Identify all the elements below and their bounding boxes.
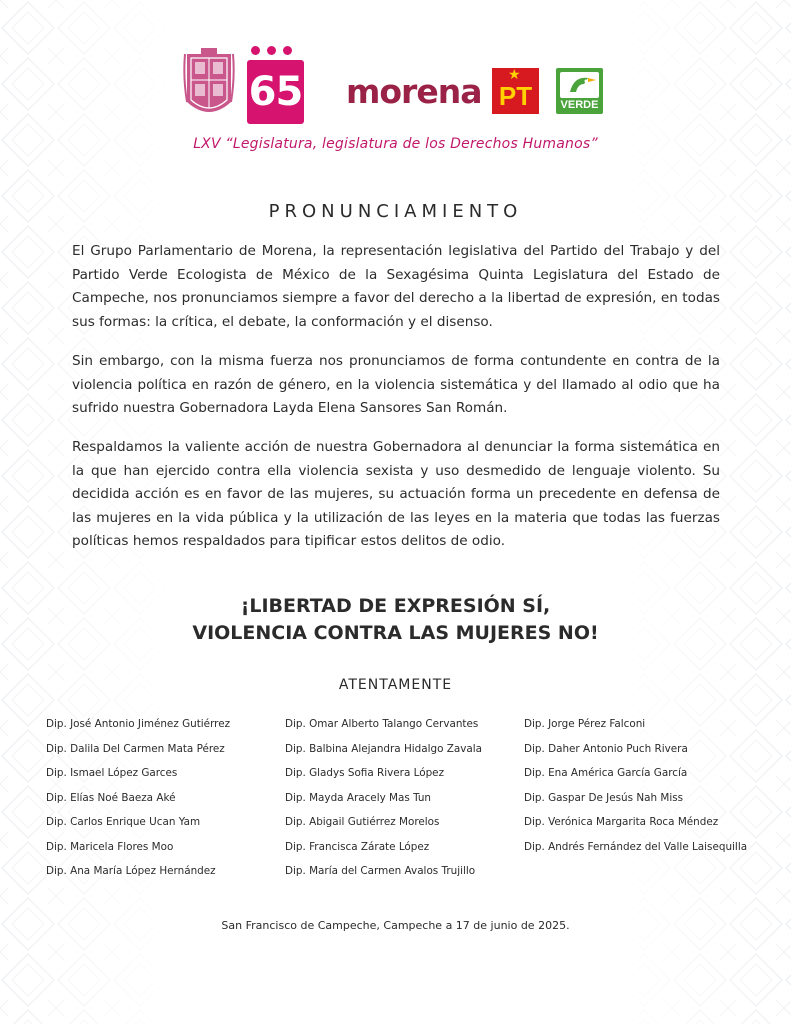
paragraph-2: Sin embargo, con la misma fuerza nos pronunciamos de forma contundente en contra de la violencia política en razón de género, en la violencia sistemática y del llamado al odio que ha sufrido nuestra Gobernadora Layda Elena Sansores San Román. [72, 353, 720, 416]
signatory: Dip. Maricela Flores Moo [46, 840, 174, 853]
page-title: PRONUNCIAMIENTO [268, 201, 523, 222]
signatory: Dip. Balbina Alejandra Hidalgo Zavala [285, 742, 483, 755]
toucan-icon [560, 72, 599, 98]
morena-logo: morena [346, 72, 482, 111]
signatory: Dip. Ismael López Garces [46, 767, 178, 779]
signatory: Dip. Dalila Del Carmen Mata Pérez [46, 742, 225, 755]
signatory: Dip. Gaspar De Jesús Nah Miss [524, 791, 684, 804]
signatories-column-1 [46, 712, 230, 884]
place-and-date: San Francisco de Campeche, Campeche a 17 de junio de 2025. [221, 919, 570, 932]
signatories-column-3 [524, 712, 747, 859]
signatory: Dip. Jorge Pérez Falconi [524, 718, 646, 730]
paragraph-3: Respaldamos la valiente acción de nuestra Gobernadora al denunciar la forma sistemática en la que han ejercido contra ella violencia sexista y uso desmedido de lenguaje violento. Su decidida acción es en favor de las mujeres, su actuación forma un precedente en defensa de las mujeres en la vida pública y la utilización de las leyes en la materia que todas las fuerzas políticas hemos respaldados para tipificar estos delitos de odio. [72, 439, 720, 549]
signatory: Dip. Abigail Gutiérrez Morelos [285, 816, 440, 828]
badge-dots [251, 46, 303, 56]
signatory: Dip. Ena América García García [524, 767, 688, 779]
signatory: Dip. Carlos Enrique Ucan Yam [46, 816, 201, 828]
closing-atentamente: ATENTAMENTE [338, 677, 453, 693]
slogan-line-2: VIOLENCIA CONTRA LAS MUJERES NO! [192, 622, 599, 644]
paragraph-1: El Grupo Parlamentario de Morena, la representación legislativa del Partido del Trabajo y del Partido Verde Ecologista de México de la Sexagésima Quinta Legislatura del Estado de Campeche, nos pronunciamos siempre a favor del derecho a la libertad de expresión, en todas sus formas: la crítica, el debate, la conformación y el disenso. [72, 243, 720, 330]
slogan-line-1: ¡LIBERTAD DE EXPRESIÓN SÍ, [240, 595, 551, 617]
signatory: Dip. Gladys Sofia Rivera López [285, 767, 445, 779]
verde-logo: VERDE [556, 68, 603, 114]
signatory: Dip. José Antonio Jiménez Gutiérrez [46, 718, 231, 730]
signatory: Dip. Omar Alberto Talango Cervantes [285, 718, 479, 730]
legislature-65-badge: 65 [247, 60, 304, 124]
signatories-column-2 [285, 712, 482, 884]
signatory: Dip. Elías Noé Baeza Aké [46, 791, 176, 804]
signatory: Dip. Verónica Margarita Roca Méndez [524, 816, 719, 828]
signatory: Dip. Andrés Fernández del Valle Laisequilla [524, 840, 748, 853]
pt-logo: ★ PT [492, 68, 539, 114]
signatory: Dip. Francisca Zárate López [285, 840, 430, 853]
campeche-seal-icon [183, 48, 235, 122]
signatory: Dip. Daher Antonio Puch Rivera [524, 742, 688, 755]
signatory: Dip. María del Carmen Avalos Trujillo [285, 865, 476, 877]
legislature-motto: LXV “Legislatura, legislatura de los Derechos Humanos” [193, 136, 598, 152]
star-icon: ★ [508, 67, 521, 83]
signatory: Dip. Ana María López Hernández [46, 865, 216, 877]
signatory: Dip. Mayda Aracely Mas Tun [285, 791, 432, 804]
